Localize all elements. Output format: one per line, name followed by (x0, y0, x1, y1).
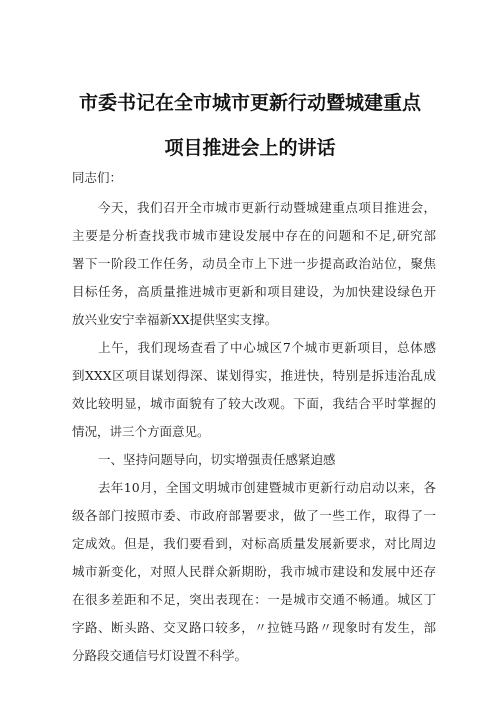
paragraph-3-line-6: 字路、断头路、交叉路口较多，〃拉链马路〃现象时有发生，部 (72, 620, 436, 635)
paragraph-1-line-5: 放兴业安宁幸福新XX提供坚实支撑。 (72, 312, 278, 327)
document-title-line-1: 市委书记在全市城市更新行动暨城建重点 (78, 92, 421, 114)
paragraph-3-line-7: 分路段交通信号灯设置不科学。 (72, 648, 248, 663)
paragraph-3-line-2: 级各部门按照市委、市政府部署要求，做了一些工作，取得了一 (72, 508, 436, 523)
section-heading-1: 一、坚持问题导向，切实增强责任感紧迫感 (98, 452, 336, 467)
document-title-line-2: 项目推进会上的讲话 (164, 137, 336, 159)
paragraph-1-line-4: 目标任务，高质量推进城市更新和项目建设，为加快建设绿色开 (72, 284, 436, 299)
paragraph-2-line-4: 情况，讲三个方面意见。 (72, 424, 210, 439)
paragraph-2-line-3: 效比较明显，城市面貌有了较大改观。下面，我结合平时掌握的 (72, 396, 436, 411)
salutation: 同志们： (72, 170, 123, 185)
paragraph-1-line-1: 今天，我们召开全市城市更新行动暨城建重点项目推进会， (98, 200, 436, 215)
paragraph-3-line-1: 去年10月，全国文明城市创建暨城市更新行动启动以来，各 (98, 480, 436, 495)
paragraph-3-line-3: 定成效。但是，我们要看到，对标高质量发展新要求，对比周边 (72, 536, 436, 551)
paragraph-1-line-3: 署下一阶段工作任务，动员全市上下进一步提高政治站位，聚焦 (72, 256, 436, 271)
paragraph-2-line-2: 到XXX区项目谋划得深、谋划得实，推进快，特别是拆违治乱成 (72, 368, 436, 383)
paragraph-3-line-4: 城市新变化，对照人民群众新期盼，我市城市建设和发展中还存 (72, 564, 436, 579)
paragraph-1-line-2: 主要是分析查找我市城市建设发展中存在的问题和不足,研究部 (72, 228, 436, 243)
paragraph-3-line-5: 在很多差距和不足，突出表现在：一是城市交通不畅通。城区丁 (72, 592, 436, 607)
paragraph-2-line-1: 上午，我们现场查看了中心城区7个城市更新项目，总体感 (98, 340, 436, 355)
